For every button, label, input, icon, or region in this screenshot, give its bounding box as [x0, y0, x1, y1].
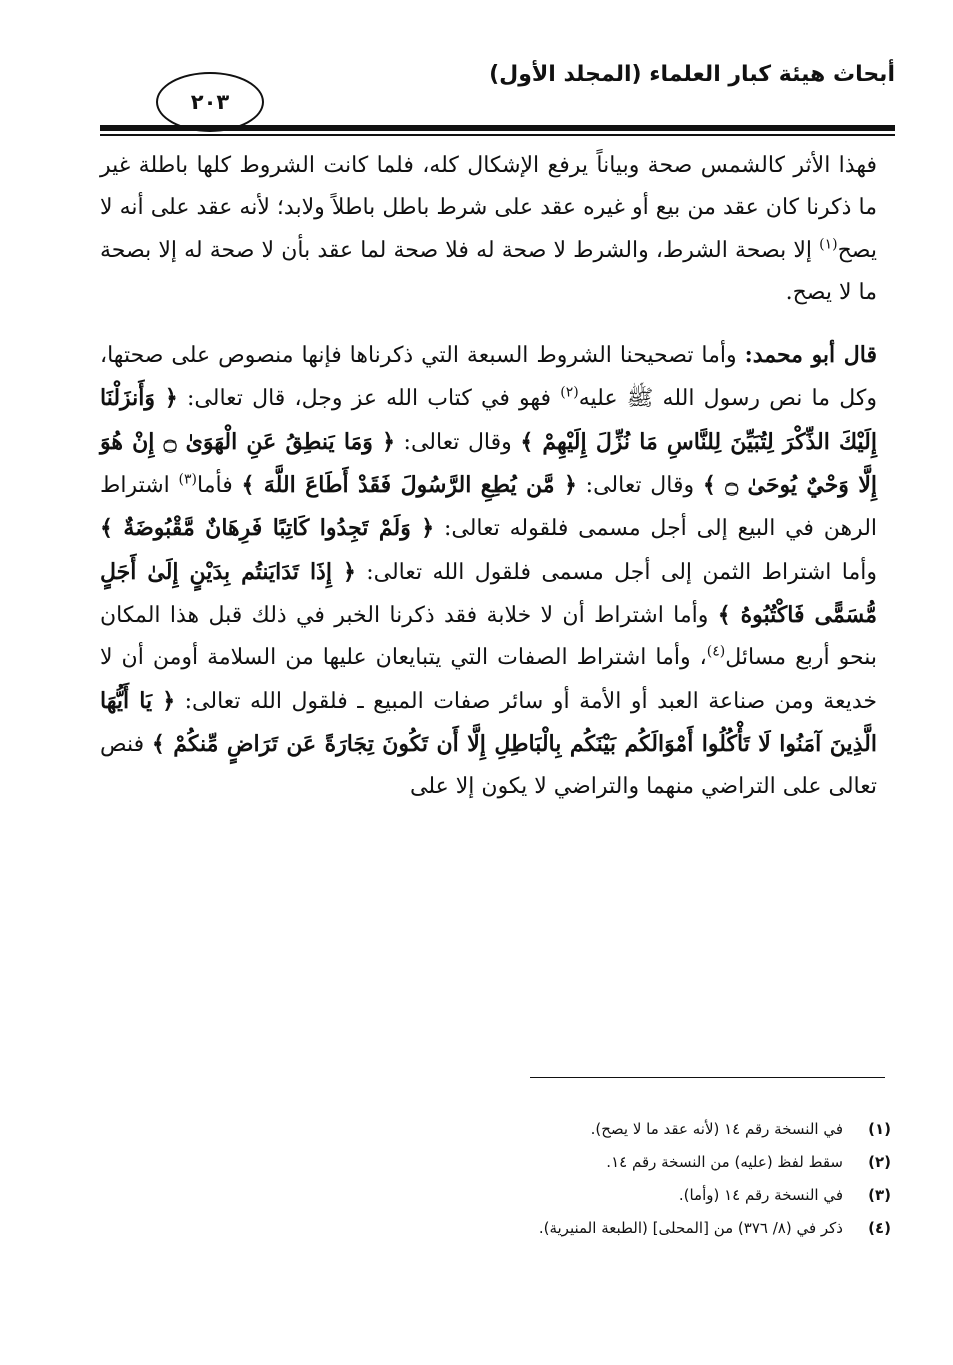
p2-text-7: وأما اشتراط الثمن إلى أجل مسمى فلقول الله تعالى:	[355, 559, 877, 585]
paragraph-1	[100, 145, 877, 314]
running-header-title: أبحاث هيئة كبار العلماء (المجلد الأول)	[489, 62, 895, 87]
footnote-item	[191, 1179, 891, 1212]
footnote-number: (٣)	[868, 1186, 891, 1204]
footnote-ref-2: (٢)	[560, 385, 579, 402]
footnote-ref-3: (٣)	[178, 471, 198, 488]
quran-verse-5: ﴿ إِذَا تَدَايَنتُم بِدَيْنٍ إِلَىٰ أَجَلٍ مُّسَمًّى فَاكْتُبُوهُ ﴾	[100, 558, 877, 628]
page-number: ٢٠٣	[156, 72, 264, 132]
footnote-number: (٤)	[868, 1219, 891, 1237]
p2-text-8: وأما اشتراط أن لا خلابة فقد ذكرنا الخبر في ذلك قبل هذا المكان بنحو أربع مسائل	[100, 602, 877, 671]
paragraph-lead: قال أبو محمد:	[744, 342, 877, 369]
footnote-separator	[530, 1077, 885, 1078]
p2-text-3: وقال تعالى:	[395, 429, 521, 455]
p2-text-9: ، وأما اشتراط الصفات التي يتبايعان عليها من السلامة أومن أن لا خديعة ومن صناعة العبد أو الأمة أو سائر صفات المبيع ـ فلقول الله تعالى:	[100, 645, 877, 714]
header-rule-thick	[100, 125, 895, 131]
p2-text-6: اشتراط الرهن في البيع إلى أجل مسمى فلقوله تعالى:	[100, 473, 878, 542]
p1-text-2: إلا بصحة الشرط، والشرط لا صحة له فلا صحة لما عقد بأن لا صحة له إلا بصحة ما لا يصح.	[100, 237, 877, 305]
quran-verse-6: ﴿ يَا أَيُّهَا الَّذِينَ آمَنُوا لَا تَأْكُلُوا أَمْوَالَكُم بَيْنَكُم بِالْبَاطِلِ إِلَّا أَن تَكُونَ تِجَارَةً عَن تَرَاضٍ مِّنكُمْ ﴾	[100, 687, 877, 757]
p2-text-4: وقال تعالى:	[576, 473, 703, 499]
footnote-item	[191, 1212, 891, 1245]
footnote-item	[191, 1146, 891, 1179]
footnotes-list	[191, 1113, 891, 1245]
quran-verse-4: ﴿ وَلَمْ تَجِدُوا كَاتِبًا فَرِهَانٌ مَّقْبُوضَةٌ ﴾	[100, 515, 435, 542]
quran-verse-2: ﴿ وَمَا يَنطِقُ عَنِ الْهَوَىٰ ۝ إِنْ هُوَ إِلَّا وَحْيٌ يُوحَىٰ ۝ ﴾	[100, 428, 877, 499]
paragraph-2	[100, 334, 877, 808]
footnote-item	[191, 1113, 891, 1146]
footnote-number: (١)	[868, 1120, 891, 1138]
footnote-text: في النسخة رقم ١٤ (وأما).	[678, 1186, 843, 1204]
p2-text-5: فأما	[197, 473, 242, 499]
quran-verse-3: ﴿ مَّن يُطِعِ الرَّسُولَ فَقَدْ أَطَاعَ اللَّهَ ﴾	[241, 472, 577, 499]
footnote-text: سقط لفظ (عليه) من النسخة رقم ١٤.	[606, 1153, 843, 1171]
footnote-text: في النسخة رقم ١٤ (لأنه عقد ما لا يصح).	[590, 1120, 843, 1138]
quran-verse-1: ﴿ وَأَنزَلْنَا إِلَيْكَ الذِّكْرَ لِتُبَيِّنَ لِلنَّاسِ مَا نُزِّلَ إِلَيْهِمْ ﴾	[100, 385, 878, 455]
body-text	[100, 145, 877, 808]
p1-text-1: فهذا الأثر كالشمس صحة وبياناً يرفع الإشكال كله، فلما كانت الشروط كلها باطلة غير ما ذكرنا كان عقد من بيع أو غيره عقد على شرط باطل باطلاً ولابد؛ لأنه عقد على أنه لا يصح	[100, 153, 877, 263]
header-rule-thin	[100, 134, 895, 136]
p2-text-10: فنص تعالى على التراضي منهما والتراضي لا يكون إلا على	[100, 731, 877, 800]
footnote-number: (٢)	[868, 1153, 891, 1171]
footnote-text: ذكر في (٨/ ٣٧٦) من [المحلى] (الطبعة المنيرية).	[538, 1219, 843, 1237]
footnote-ref-1: (١)	[819, 236, 838, 253]
footnote-ref-4: (٤)	[706, 643, 726, 660]
p2-text-1: وأما تصحيحنا الشروط السبعة التي ذكرناها فإنها منصوص على صحتها، وكل ما نص رسول الله ﷺ عليه	[100, 343, 877, 412]
p2-text-2: فهو في كتاب الله عز وجل، قال تعالى:	[177, 386, 561, 412]
